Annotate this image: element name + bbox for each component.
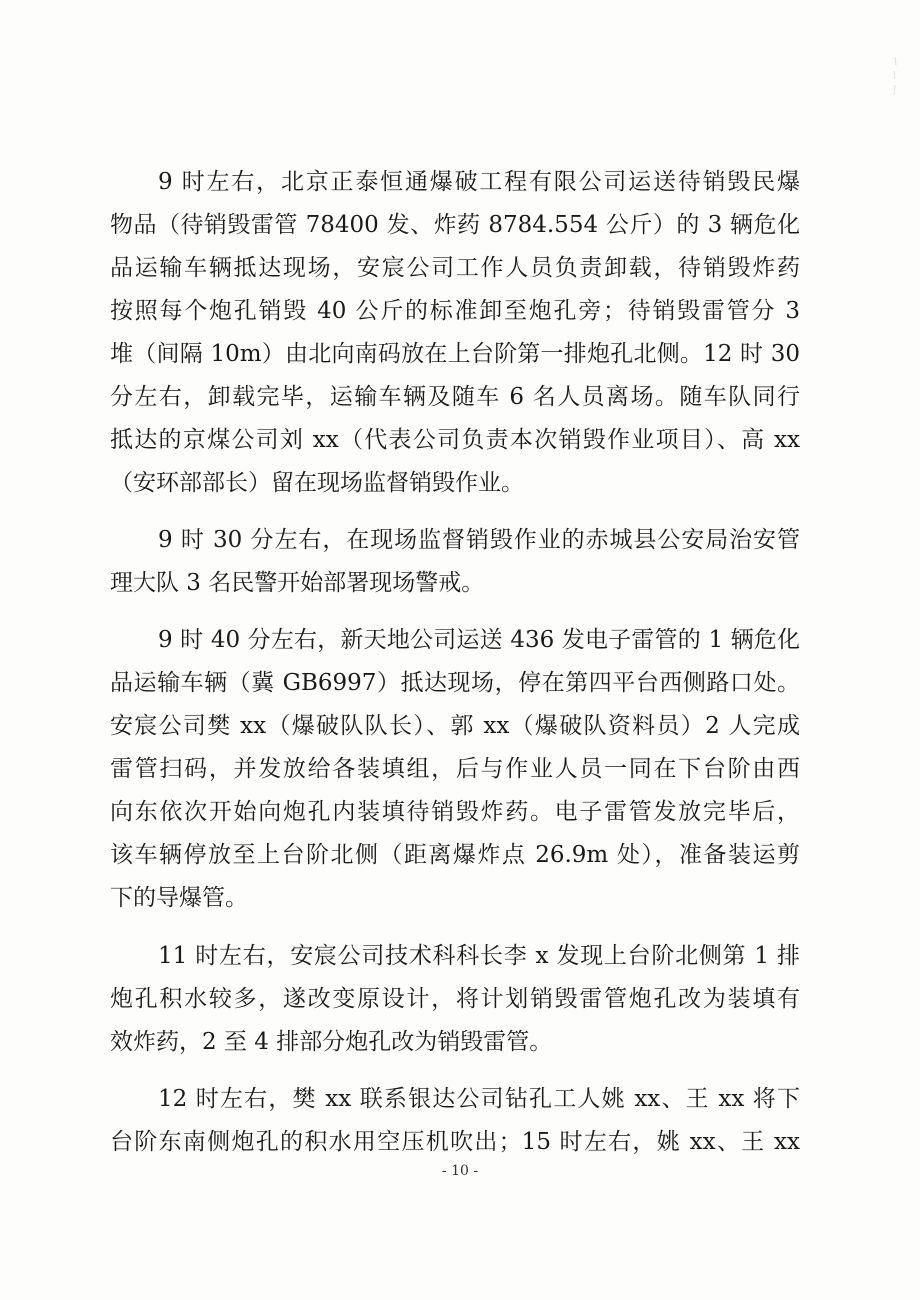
- paragraph-5-line-2: 台阶东南侧炮孔的积水用空压机吹出；15 时左右，姚 xx、王 xx: [110, 1129, 800, 1155]
- paragraph-1-line-8: （安环部部长）留在现场监督销毁作业。: [110, 470, 524, 496]
- paragraph-4-line-3: 效炸药，2 至 4 排部分炮孔改为销毁雷管。: [110, 1029, 553, 1055]
- paragraph-5-line-1: 12 时左右，樊 xx 联系银达公司钻孔工人姚 xx、王 xx 将下: [158, 1086, 800, 1112]
- paragraph-3-line-5: 向东依次开始向炮孔内装填待销毁炸药。电子雷管发放完毕后，: [110, 799, 800, 825]
- paragraph-1-line-2: 物品（待销毁雷管 78400 发、炸药 8784.554 公斤）的 3 辆危化: [110, 212, 800, 238]
- paragraph-1-line-5: 堆（间隔 10m）由北向南码放在上台阶第一排炮孔北侧。12 时 30: [110, 341, 800, 367]
- paragraph-1-line-4: 按照每个炮孔销毁 40 公斤的标准卸至炮孔旁；待销毁雷管分 3: [110, 298, 800, 324]
- paragraph-1-line-1: 9 时左右，北京正泰恒通爆破工程有限公司运送待销毁民爆: [158, 169, 800, 195]
- paragraph-3-line-2: 品运输车辆（冀 GB6997）抵达现场，停在第四平台西侧路口处。: [110, 670, 800, 696]
- page-number: - 10 -: [441, 1163, 479, 1179]
- paragraph-4-line-2: 炮孔积水较多，遂改变原设计，将计划销毁雷管炮孔改为装填有: [110, 986, 800, 1012]
- paragraph-4-line-1: 11 时左右，安宸公司技术科科长李 x 发现上台阶北侧第 1 排: [158, 943, 800, 969]
- paragraph-2-line-1: 9 时 30 分左右，在现场监督销毁作业的赤城县公安局治安管: [158, 527, 800, 553]
- paragraph-2-line-2: 理大队 3 名民警开始部署现场警戒。: [110, 570, 485, 596]
- paragraph-3-line-6: 该车辆停放至上台阶北侧（距离爆炸点 26.9m 处），准备装运剪: [110, 842, 800, 868]
- paragraph-3-line-4: 雷管扫码，并发放给各装填组，后与作业人员一同在下台阶由西: [110, 756, 800, 782]
- scan-artifact: [888, 55, 902, 99]
- paragraph-1-line-7: 抵达的京煤公司刘 xx（代表公司负责本次销毁作业项目）、高 xx: [110, 427, 800, 453]
- paragraph-1-line-3: 品运输车辆抵达现场，安宸公司工作人员负责卸载，待销毁炸药: [110, 255, 800, 281]
- paragraph-3-line-1: 9 时 40 分左右，新天地公司运送 436 发电子雷管的 1 辆危化: [158, 627, 800, 653]
- paragraph-1-line-6: 分左右，卸载完毕，运输车辆及随车 6 名人员离场。随车队同行: [110, 384, 800, 410]
- paragraph-3-line-3: 安宸公司樊 xx（爆破队队长）、郭 xx（爆破队资料员）2 人完成: [110, 713, 800, 739]
- paragraph-3-line-7: 下的导爆管。: [110, 885, 248, 911]
